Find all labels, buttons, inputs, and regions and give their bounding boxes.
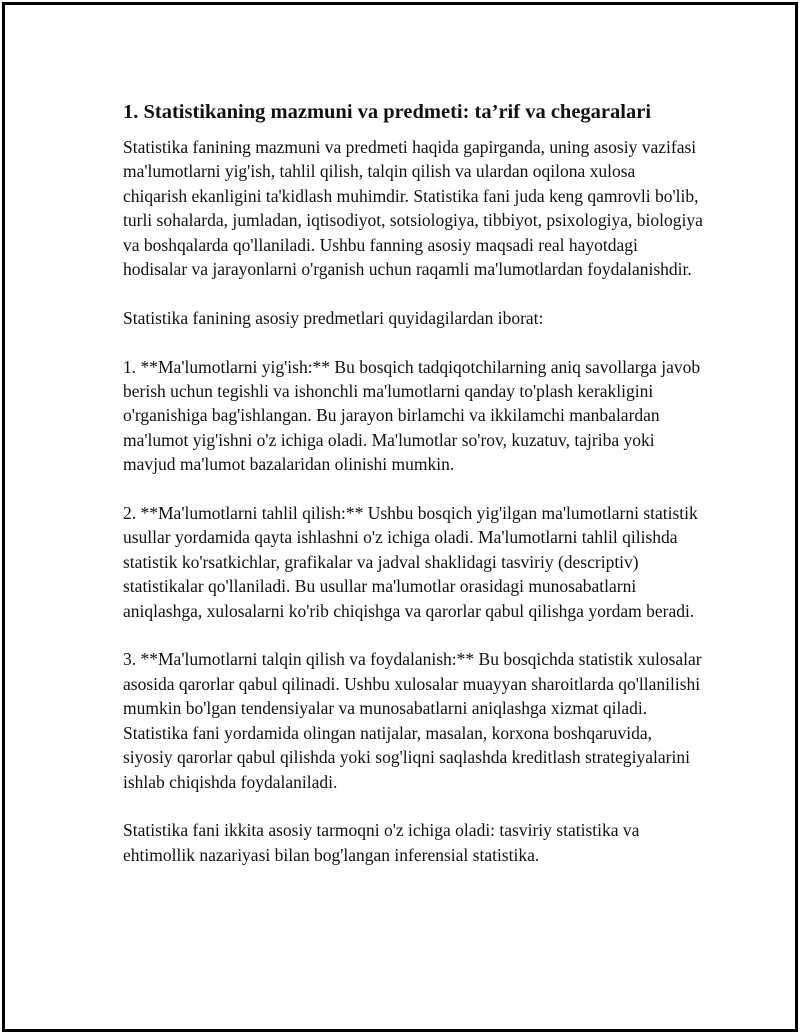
item-data-analysis: 2. **Ma'lumotlarni tahlil qilish:** Ushbu bosqich yig'ilgan ma'lumotlarni statistik usullar yordamida qayta ishlashni o'z ichiga oladi. Ma'lumotlarni tahlil qilishda statistik ko'rsatkichlar, grafikalar va jadval shaklidagi tasviriy (descriptiv) statistikalar qo'llaniladi. Bu usullar ma'lumotlar orasidagi munosabatlarni aniqlashga, xulosalarni ko'rib chiqishga va qarorlar qabul qilishga yordam beradi. <box>123 503 698 621</box>
subjects-lead-paragraph: Statistika fanining asosiy predmetlari quyidagilardan iborat: <box>123 307 544 328</box>
closing-paragraph: Statistika fani ikkita asosiy tarmoqni o'z ichiga oladi: tasviriy statistika va ehtimollik nazariyasi bilan bog'langan inferensial statistika. <box>123 820 640 865</box>
intro-paragraph: Statistika fanining mazmuni va predmeti haqida gapirganda, uning asosiy vazifasi ma'lumotlarni yig'ish, tahlil qilish, talqin qilish va ulardan oqilona xulosa chiqarish ekanligini ta'kidlash muhimdir. Statistika fani juda keng qamrovli bo'lib, turli sohalarda, jumladan, iqtisodiyot, sotsiologiya, tibbiyot, psixologiya, biologiya va boshqalarda qo'llaniladi. Ushbu fanning asosiy maqsadi real hayotdagi hodisalar va jarayonlarni o'rganish uchun raqamli ma'lumotlardan foydalanishdir. <box>123 137 703 280</box>
section-heading: 1. Statistikaning mazmuni va predmeti: ta’rif va chegaralari <box>123 101 652 123</box>
item-data-interpretation: 3. **Ma'lumotlarni talqin qilish va foydalanish:** Bu bosqichda statistik xulosalar asosida qarorlar qabul qilinadi. Ushbu xulosalar muayyan sharoitlarda qo'llanilishi mumkin bo'lgan tendensiyalar va munosabatlarni aniqlashga xizmat qiladi. Statistika fani yordamida olingan natijalar, masalan, korxona boshqaruvida, siyosiy qarorlar qabul qilishda yoki sog'liqni saqlashda kreditlash strategiyalarini ishlab chiqishda foydalaniladi. <box>123 649 702 792</box>
item-data-collection: 1. **Ma'lumotlarni yig'ish:** Bu bosqich tadqiqotchilarning aniq savollarga javob berish uchun tegishli va ishonchli ma'lumotlarni qanday to'plash kerakligini o'rganishiga bag'ishlangan. Bu jarayon birlamchi va ikkilamchi manbalardan ma'lumot yig'ishni o'z ichiga oladi. Ma'lumotlar so'rov, kuzatuv, tajriba yoki mavjud ma'lumot bazalaridan olinishi mumkin. <box>123 356 701 475</box>
document-body <box>123 97 703 892</box>
page-frame <box>2 2 798 1032</box>
